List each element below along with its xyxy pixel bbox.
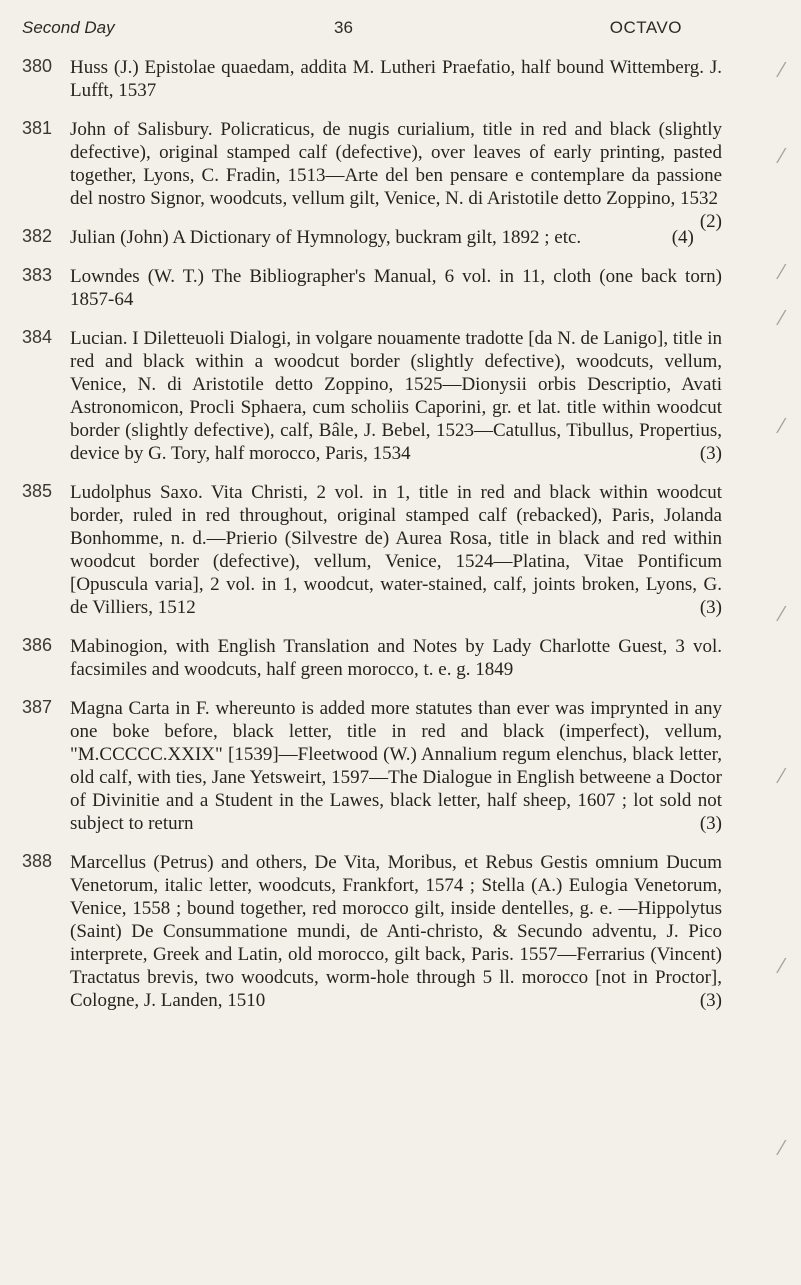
lot-description: Lowndes (W. T.) The Bibliographer's Manual, 6 vol. in 11, cloth (one back torn) 1857-64 — [70, 266, 722, 310]
lot-count: (4) — [671, 227, 694, 248]
lot-description: Marcellus (Petrus) and others, De Vita, Moribus, et Rebus Gestis omnium Ducum Venetorum, italic letter, woodcuts, Frankfort, 1574 ; Stella (A.) Eulogia Venetorum, Venice, 1558 ; bound together, red morocco gilt, inside dentelles, g. e. —Hippolytus (Saint) De Consummatione mundi, de Anti-christo, & Secundo adventu, J. Pico interprete, Greek and Latin, old morocco, gilt back, Paris. 1557—Ferrarius (Vincent) Tractatus brevis, two woodcuts, worm-hole through 5 ll. morocco [not in Proctor], Cologne, J. Landen, 1510 (3) — [70, 852, 722, 1011]
lot-number: 387 — [22, 697, 53, 717]
page-header — [22, 14, 682, 44]
catalogue-entries — [22, 56, 722, 1028]
catalogue-entry — [22, 851, 722, 1012]
margin-annotations — [723, 56, 793, 1256]
pencil-mark-icon: ⁄ — [778, 261, 785, 284]
pencil-mark-icon: ⁄ — [778, 603, 785, 626]
lot-description: Lucian. I Diletteuoli Dialogi, in volgare nouamente tradotte [da N. de Lanigo], title in red and black within a woodcut border (slightly defective), woodcuts, vellum, Venice, N. di Aristotile detto Zoppino, 1525—Dionysii orbis Descriptio, Avati Astronomicon, Procli Sphaera, cum scholiis Caporini, gr. et lat. title within woodcut border (slightly defective), calf, Bâle, J. Bebel, 1523—Catullus, Tibullus, Propertius, device by G. Tory, half morocco, Paris, 1534 (3) — [70, 328, 722, 464]
lot-number: 384 — [22, 327, 53, 347]
lot-number: 383 — [22, 265, 53, 285]
pencil-mark-icon: ⁄ — [778, 955, 785, 978]
lot-count: (2) — [699, 211, 722, 232]
pencil-mark-icon: ⁄ — [778, 765, 785, 788]
lot-number: 380 — [22, 56, 53, 76]
page-number: 36 — [334, 18, 353, 37]
lot-description: John of Salisbury. Policraticus, de nugis curialium, title in red and black (slightly defective), original stamped calf (defective), over leaves of early printing, pasted together, Lyons, C. Fradin, 1513—Arte del ben pensare e contemplare da passione del nostro Signor, woodcuts, vellum gilt, Venice, N. di Aristotile detto Zoppino, 1532 (2) — [70, 119, 722, 232]
pencil-mark-icon: ⁄ — [778, 1137, 785, 1160]
lot-count: (3) — [699, 990, 722, 1011]
lot-description: Magna Carta in F. whereunto is added more statutes than ever was imprynted in any one boke before, black letter, title in red and black (imperfect), vellum, "M.CCCCC.XXIX" [1539]—Fleetwood (W.) Annalium regum elenchus, black letter, old calf, with ties, Jane Yetsweirt, 1597—The Dialogue in English betweene a Doctor of Divinitie and a Student in the Lawes, black letter, half sheep, 1607 ; lot sold not subject to return (3) — [70, 698, 722, 834]
header-sale-day: Second Day — [22, 18, 115, 37]
lot-number: 385 — [22, 481, 53, 501]
pencil-mark-icon: ⁄ — [778, 307, 785, 330]
lot-description: Ludolphus Saxo. Vita Christi, 2 vol. in 1, title in red and black within woodcut border, ruled in red throughout, original stamped calf (rebacked), Paris, Jolanda Bonhomme, n. d.—Prierio (Silvestre de) Aurea Rosa, title in black and red within woodcut border (defective), vellum, Venice, 1524—Platina, Vitae Pontificum [Opuscula varia], 2 vol. in 1, woodcut, water-stained, calf, joints broken, Lyons, G. de Villiers, 1512 (3) — [70, 482, 722, 618]
catalogue-entry — [22, 265, 722, 311]
catalogue-entry — [22, 327, 722, 465]
lot-number: 388 — [22, 851, 53, 871]
lot-count: (3) — [699, 813, 722, 834]
lot-count: (3) — [699, 443, 722, 464]
pencil-mark-icon: ⁄ — [778, 59, 785, 82]
lot-number: 386 — [22, 635, 53, 655]
lot-number: 382 — [22, 226, 53, 246]
catalogue-entry — [22, 226, 722, 249]
catalogue-entry — [22, 481, 722, 619]
catalogue-entry — [22, 635, 722, 681]
lot-number: 381 — [22, 118, 53, 138]
pencil-mark-icon: ⁄ — [778, 145, 785, 168]
lot-description: Huss (J.) Epistolae quaedam, addita M. Lutheri Praefatio, half bound Wittemberg. J. Lufft, 1537 — [70, 57, 722, 101]
header-format: OCTAVO — [609, 18, 682, 37]
pencil-mark-icon: ⁄ — [778, 415, 785, 438]
catalogue-entry — [22, 56, 722, 102]
catalogue-entry — [22, 118, 722, 232]
lot-description: Mabinogion, with English Translation and Notes by Lady Charlotte Guest, 3 vol. facsimiles and woodcuts, half green morocco, t. e. g. 1849 — [70, 636, 722, 680]
lot-description: Julian (John) A Dictionary of Hymnology, buckram gilt, 1892 ; etc. (4) — [70, 227, 694, 248]
catalogue-entry — [22, 697, 722, 835]
lot-count: (3) — [699, 597, 722, 618]
